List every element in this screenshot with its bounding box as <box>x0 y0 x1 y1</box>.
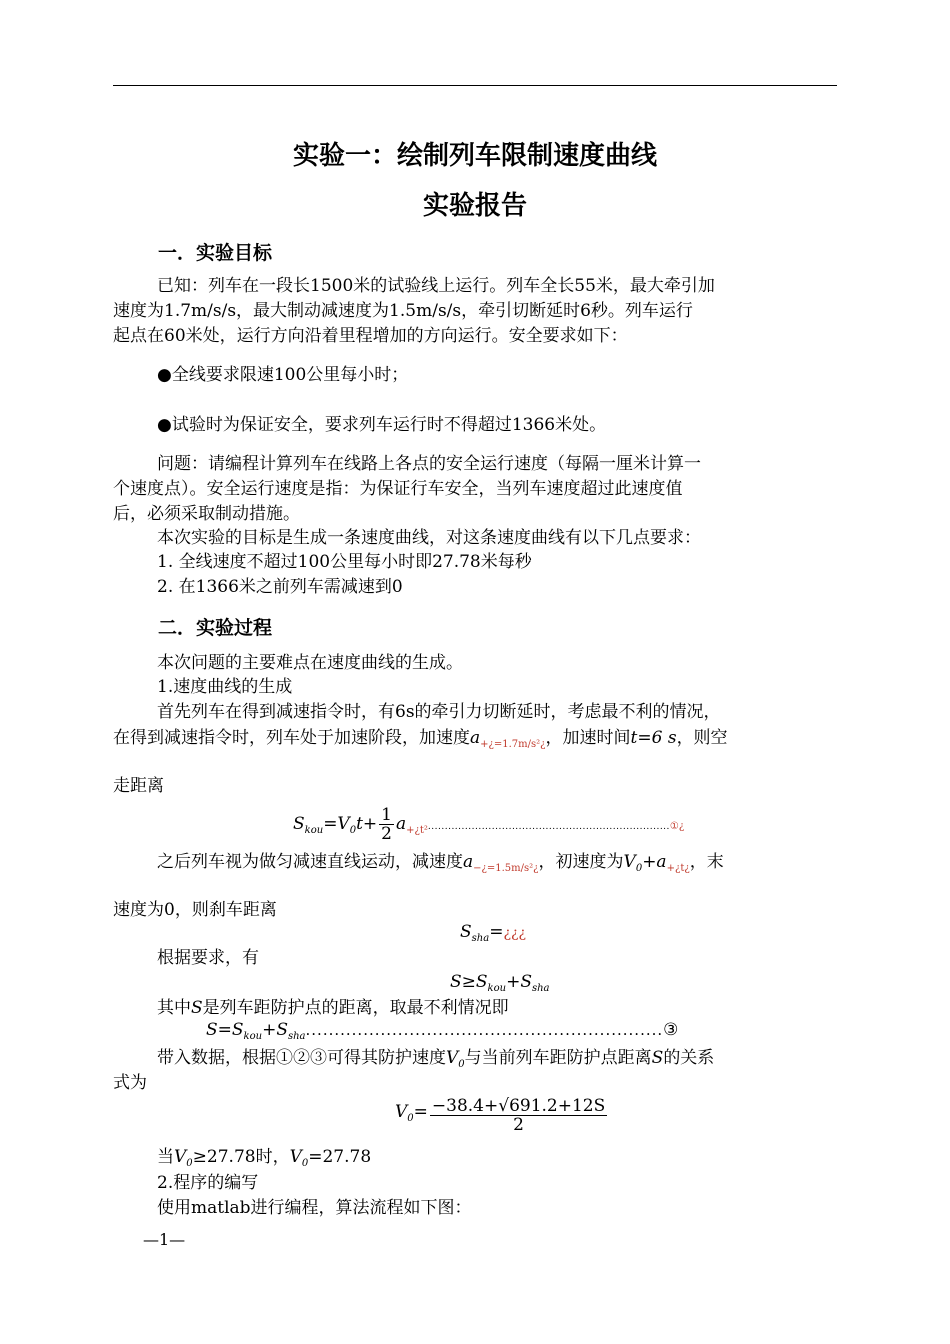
p2-text-a: 之后列车视为做匀减速直线运动，减速度 <box>157 852 463 872</box>
para2-line2: 个速度点）。安全运行速度是指：为保证行车安全，当列车速度超过此速度值 <box>113 479 683 499</box>
p5-line2: 式为 <box>113 1073 147 1093</box>
bullet-safety-limit: ●试验时为保证安全，要求列车运行时不得超过1366米处。 <box>157 415 607 435</box>
p3: 根据要求，有 <box>157 948 259 968</box>
formula-3-marker: ③ <box>663 1020 679 1040</box>
formula-1: $S_{kou}=V_0t+$ $\frac{1}{2}$ $a_{+¿t^2}........................................................................①¿$ <box>293 805 685 844</box>
p2-text-c: ，末 <box>689 852 724 872</box>
p2-line1 <box>157 850 881 881</box>
p5-text-b: 与当前列车距防护点距离 <box>464 1048 652 1068</box>
formula-inequality: $S\ge S_{kou}+S_{sha}$ <box>450 972 550 994</box>
p1-line1: 首先列车在得到减速指令时，有6s的牵引力切断延时，考虑最不利的情况， <box>157 702 721 722</box>
p5-text-c: 的关系 <box>663 1048 715 1068</box>
accel-subscript: +¿=1.7m/s²¿ <box>480 739 546 750</box>
section1-heading: 一．实验目标 <box>158 242 273 264</box>
p4-text-a: 其中 <box>157 998 191 1018</box>
formula-2-garbled: ¿¿¿ <box>503 925 526 941</box>
p2-line2: 速度为0，则刹车距离 <box>113 900 277 920</box>
requirement-2: 2. 在1366米之前列车需减速到0 <box>157 577 403 597</box>
formula-2: $S_{sha}=¿¿¿$ <box>460 922 526 944</box>
p1-line2-text-c: ，则空 <box>676 728 728 748</box>
p2-text-b: ，初速度为 <box>538 852 624 872</box>
doc-subtitle: 实验报告 <box>422 191 527 221</box>
p6-text-a: 当 <box>157 1147 174 1167</box>
decel-formula: $a_{-¿=1.5m/s^2¿}$ <box>463 852 539 874</box>
formula-velocity: $V_0=$ $\frac{-38.4+√691.2+12S}{2}$ <box>395 1096 606 1135</box>
v-limit-1: 27.78 <box>206 1147 256 1167</box>
para3: 本次实验的目标是生成一条速度曲线，对这条速度曲线有以下几点要求： <box>157 528 701 548</box>
time-formula: t=6 s <box>630 728 677 748</box>
p1-line2-text-b: ，加速时间 <box>545 728 631 748</box>
init-velocity-formula: $V_0+a_{+¿t¿}$ <box>623 852 690 874</box>
p6-text-b: 时， <box>255 1147 290 1167</box>
p7: 使用matlab进行编程，算法流程如下图： <box>157 1198 472 1218</box>
section2-intro: 本次问题的主要难点在速度曲线的生成。 <box>157 653 463 673</box>
decel-subscript: −¿=1.5m/s²¿ <box>473 863 539 874</box>
p1-line2 <box>113 726 837 757</box>
accel-formula: $a_{+¿=1.7m/s^2¿}$ <box>470 728 546 750</box>
page-number: —1— <box>143 1230 186 1249</box>
v-limit-2: 27.78 <box>322 1147 372 1167</box>
para2-line1: 问题：请编程计算列车在线路上各点的安全运行速度（每隔一厘米计算一 <box>157 454 701 474</box>
p5-text-a: 带入数据，根据①②③可得其防护速度 <box>157 1048 446 1068</box>
doc-title: 实验一：绘制列车限制速度曲线 <box>292 141 657 171</box>
section2-heading: 二．实验过程 <box>158 617 273 639</box>
formula-3: $S=S_{kou}+S_{sha}..............................................................③$ <box>206 1020 679 1042</box>
para2-line3: 后，必须采取制动措施。 <box>113 504 300 524</box>
requirement-1: 1. 全线速度不超过100公里每小时即27.78米每秒 <box>157 552 532 572</box>
p5-line1: 带入数据，根据①②③可得其防护速度$V_0$与当前列车距防护点距离S的关系 <box>157 1048 715 1070</box>
p1-line3: 走距离 <box>113 776 164 796</box>
p1-line2-text-a: 在得到减速指令时，列车处于加速阶段，加速度 <box>113 728 470 748</box>
header-rule <box>113 85 837 86</box>
p4: 其中S是列车距防护点的距离，取最不利情况即 <box>157 998 509 1018</box>
para1-line2: 速度为1.7m/s/s，最大制动减速度为1.5m/s/s，牵引切断延时6秒。列车运行 <box>113 301 693 321</box>
formula-1-marker: ①¿ <box>669 821 685 832</box>
p4-text-b: 是列车距防护点的距离，取最不利情况即 <box>202 998 509 1018</box>
velocity-denominator: 2 <box>513 1115 524 1135</box>
subsection-2: 2.程序的编写 <box>157 1173 259 1193</box>
para1-line1: 已知：列车在一段长1500米的试验线上运行。列车全长55米，最大牵引加 <box>157 276 715 296</box>
p6: 当$V_0\ge 27.78$时，$V_0=27.78$ <box>157 1147 372 1169</box>
bullet-speed-limit: ●全线要求限速100公里每小时； <box>157 365 409 385</box>
subsection-1: 1.速度曲线的生成 <box>157 677 293 697</box>
para1-line3: 起点在60米处，运行方向沿着里程增加的方向运行。安全要求如下： <box>113 326 628 346</box>
velocity-numerator: −38.4+√691.2+12S <box>431 1096 606 1116</box>
